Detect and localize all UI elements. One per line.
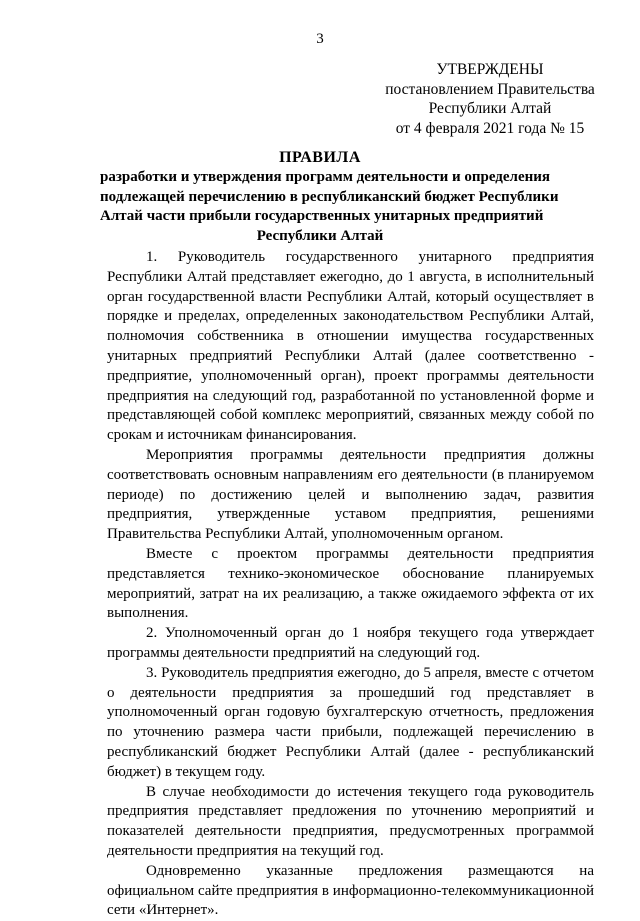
- paragraph-1: 1. Руководитель государственного унитарного предприятия Республики Алтай представляет ежегодно, до 1 августа, в исполнительный орган государственной власти Республики Алтай, который осуществляет в порядке и пределах, определенных законодательством Республики Алтай, полномочия собственника в отношении имущества государственных унитарных предприятий Республики Алтай (далее соответственно - предприятие, уполномоченный орган), проект программы деятельности предприятия на следующий год, разработанной по установленной форме и представляющей собой комплекс мероприятий, связанных между собой по срокам и источникам финансирования.: [107, 249, 594, 444]
- document-body: [107, 248, 594, 921]
- paragraph-5: 3. Руководитель предприятия ежегодно, до 5 апреля, вместе с отчетом о деятельности предприятия за прошедший год представляет в уполномоченный орган годовую бухгалтерскую отчетность, предложения по уточнению размера части прибыли, подлежащей перечислению в республиканский бюджет Республики Алтай (далее - республиканский бюджет) в текущем году.: [107, 664, 594, 780]
- approval-date-line: от 4 февраля 2021 года № 15: [395, 119, 585, 137]
- page-number: 3: [316, 31, 324, 47]
- paragraph-6: В случае необходимости до истечения текущего года руководитель предприятия представляет предложения по уточнению мероприятий и показателей деятельности предприятия, предусмотренных программой деятельности предприятия на текущий год.: [107, 783, 594, 859]
- document-title: [100, 148, 559, 246]
- paragraph-4: 2. Уполномоченный орган до 1 ноября текущего года утверждает программы деятельности предприятий на следующий год.: [107, 625, 594, 661]
- approval-decree-line: постановлением Правительства: [385, 80, 595, 98]
- approval-heading: УТВЕРЖДЕНЫ: [436, 61, 544, 78]
- title-subtitle-line: подлежащей перечислению в республиканский бюджет Республики: [100, 188, 559, 205]
- title-subtitle-line: разработки и утверждения программ деятельности и определения: [100, 169, 551, 185]
- title-subtitle-line: Алтай части прибыли государственных унитарных предприятий: [100, 208, 544, 224]
- paragraph-3: Вместе с проектом программы деятельности предприятия представляется технико-экономическое обоснование планируемых мероприятий, затрат на их реализацию, а также ожидаемого эффекта от их выполнения.: [107, 545, 594, 622]
- title-subtitle-line: Республики Алтай: [256, 227, 384, 244]
- title-subtitle: [100, 168, 559, 246]
- approval-stamp: [380, 60, 600, 138]
- paragraph-2: Мероприятия программы деятельности предприятия должны соответствовать основным направлениям его деятельности (в планируемом периоде) по достижению целей и выполнению задач, развития предприятия, утвержденные уставом предприятия, решениями Правительства Республики Алтай, уполномоченным органом.: [107, 446, 594, 543]
- title-main: ПРАВИЛА: [279, 149, 361, 166]
- approval-region-line: Республики Алтай: [428, 100, 552, 117]
- paragraph-7: Одновременно указанные предложения размещаются на официальном сайте предприятия в информационно-телекоммуникационной сети «Интернет».: [107, 862, 594, 919]
